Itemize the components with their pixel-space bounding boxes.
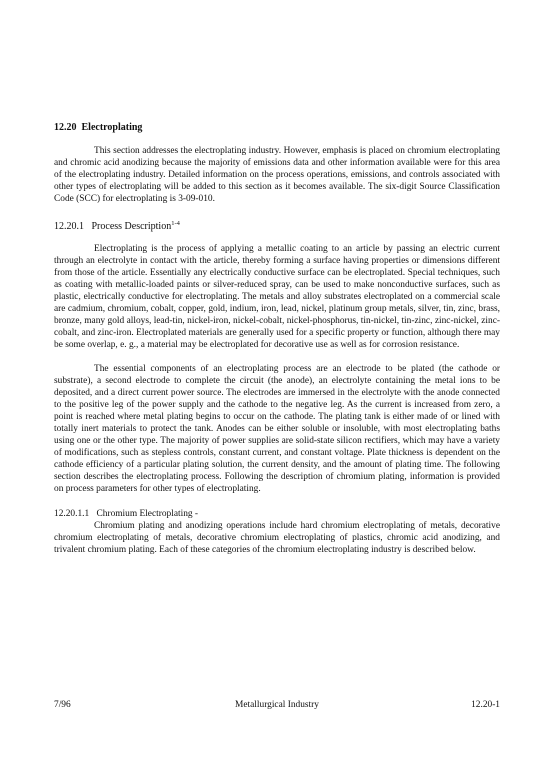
footer-page-number: 12.20-1 [471,700,500,710]
footer-date: 7/96 [54,700,71,710]
chromium-paragraph: Chromium plating and anodizing operations include hard chromium electroplating of metals, decorative chromium electroplating of metals, decorative chromium electroplating of plastics, chromic acid anodizing, and trivalent chromium plating. Each of these categories of the chromium electroplating industry is described below. [54,520,500,555]
section-number: 12.20 [54,122,77,133]
subsection-title: Process Description [91,220,172,232]
subsubsection-number: 12.20.1.1 [54,508,90,519]
intro-paragraph: This section addresses the electroplating industry. However, emphasis is placed on chromium electroplating and chromic acid anodizing because the majority of emissions data and other information available were for this area of the electroplating industry. Detailed information on the process operations, emissions, and controls associated with other types of electroplating will be added to this section as it becomes available. The six-digit Source Classification Code (SCC) for electroplating is 3-09-010. [54,146,500,205]
subsubsection-heading [54,508,500,520]
subsection-number: 12.20.1 [54,220,84,232]
page-content [54,122,500,567]
section-title: Electroplating [81,122,143,133]
subsection-heading [54,218,500,233]
section-heading [54,122,500,134]
process-paragraph-2: The essential components of an electroplating process are an electrode to be plated (the cathode or substrate), a second electrode to complete the circuit (the anode), an electrolyte containing the metal ions to be deposited, and a direct current power source. The electrodes are immersed in the electrolyte with the anode connected to the positive leg of the power supply and the cathode to the negative leg. As the current is increased from zero, a point is reached where metal plating begins to occur on the cathode. The plating tank is either made of or lined with totally inert materials to protect the tank. Anodes can be either soluble or insoluble, with most electroplating baths using one or the other type. The majority of power supplies are solid-state silicon rectifiers, which may have a variety of modifications, such as stepless controls, constant current, and constant voltage. Plate thickness is dependent on the cathode efficiency of a particular plating solution, the current density, and the amount of plating time. The following section describes the electroplating process. Following the description of chromium plating, information is provided on process parameters for other types of electroplating. [54,363,500,495]
process-paragraph-1: Electroplating is the process of applying a metallic coating to an article by passing an electric current through an electrolyte in contact with the article, thereby forming a surface having properties or dimensions different from those of the article. Essentially any electrically conductive surface can be electroplated. Special techniques, such as coating with metallic-loaded paints or silver-reduced spray, can be used to make nonconductive surfaces, such as plastic, electrically conductive for electroplating. The metals and alloy substrates electroplated on a commercial scale are cadmium, chromium, cobalt, copper, gold, indium, iron, lead, nickel, platinum group metals, silver, tin, zinc, brass, bronze, many gold alloys, lead-tin, nickel-iron, nickel-cobalt, nickel-phosphorus, tin-nickel, tin-zinc, zinc-nickel, zinc-cobalt, and zinc-iron. Electroplated materials are generally used for a specific property or function, although there may be some overlap, e. g., a material may be electroplated for decorative use as well as for corrosion resistance. [54,243,500,351]
subsubsection-title: Chromium Electroplating - [96,508,199,519]
subsection-reference: 1-4 [171,219,180,227]
footer-chapter: Metallurgical Industry [235,700,319,710]
